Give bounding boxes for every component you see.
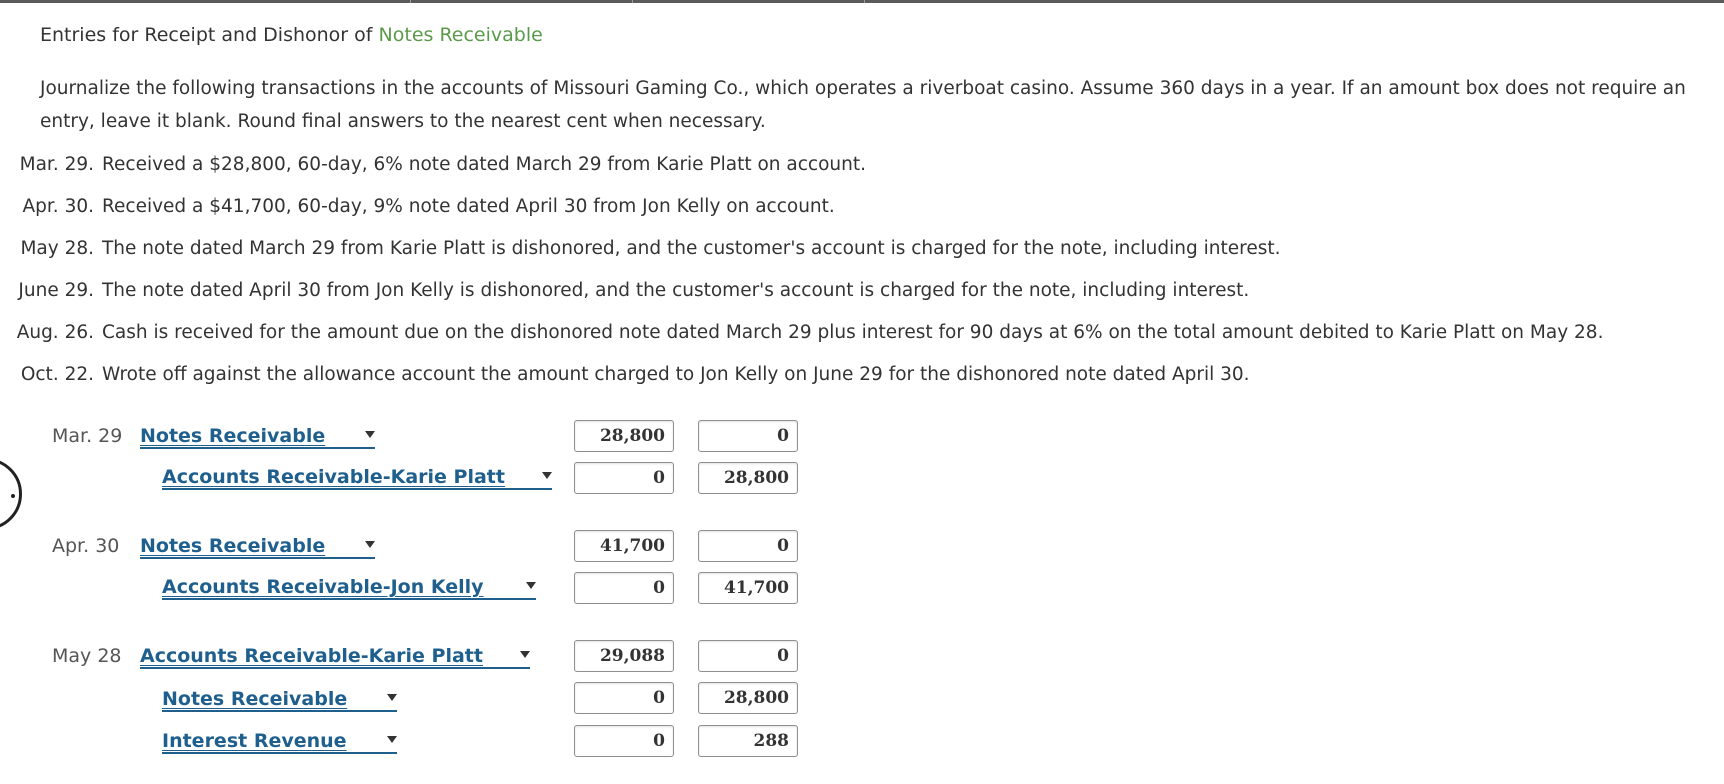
credit-input[interactable]: 0 [698, 420, 798, 452]
account-dropdown[interactable] [140, 535, 375, 559]
transaction-item [8, 280, 1249, 301]
credit-input[interactable]: 288 [698, 725, 798, 757]
chevron-down-icon [526, 582, 536, 589]
transaction-item [8, 322, 1603, 343]
account-dropdown-label: Accounts Receivable-Karie Platt [162, 466, 505, 488]
credit-input[interactable]: 28,800 [698, 682, 798, 714]
account-dropdown-label: Interest Revenue [162, 730, 347, 752]
transaction-date: Oct. 22. [20, 364, 94, 385]
journal-entry-date: Apr. 30 [52, 535, 120, 557]
transaction-text: Wrote off against the allowance account the amount charged to Jon Kelly on June 29 for the dishonored note dated April 30. [102, 364, 1250, 385]
chevron-down-icon [387, 694, 397, 701]
transaction-date: Apr. 30. [22, 196, 94, 217]
debit-input[interactable]: 0 [574, 725, 674, 757]
transaction-item [8, 154, 866, 175]
credit-input[interactable]: 0 [698, 530, 798, 562]
account-dropdown-label: Accounts Receivable-Jon Kelly [162, 576, 484, 598]
transaction-text: Received a $41,700, 60-day, 9% note dated April 30 from Jon Kelly on account. [102, 196, 835, 217]
transaction-item [8, 238, 1280, 259]
debit-input[interactable]: 29,088 [574, 640, 674, 672]
chevron-down-icon [365, 541, 375, 548]
account-dropdown-label: Notes Receivable [140, 425, 326, 447]
notes-receivable-link[interactable]: Notes Receivable [378, 24, 543, 46]
page-title [40, 24, 543, 46]
transaction-item [8, 196, 835, 217]
debit-input[interactable]: 0 [574, 462, 674, 494]
transaction-date: Aug. 26. [16, 322, 94, 343]
account-dropdown-label: Notes Receivable [162, 688, 348, 710]
chevron-down-icon [365, 431, 375, 438]
transaction-date: Mar. 29. [19, 154, 94, 175]
chevron-down-icon [542, 472, 552, 479]
transaction-text: Received a $28,800, 60-day, 6% note dated March 29 from Karie Platt on account. [102, 154, 866, 175]
journal-entry-date: Mar. 29 [52, 425, 123, 447]
account-dropdown[interactable] [140, 645, 530, 669]
page-title-text: Entries for Receipt and Dishonor of [40, 24, 373, 46]
transaction-date: June 29. [18, 280, 94, 301]
chevron-down-icon [387, 736, 397, 743]
debit-input[interactable]: 0 [574, 572, 674, 604]
account-dropdown[interactable] [140, 425, 375, 449]
chevron-down-icon [520, 651, 530, 658]
journal-entry-date: May 28 [52, 645, 122, 667]
account-dropdown-label: Notes Receivable [140, 535, 326, 557]
account-dropdown[interactable] [162, 576, 536, 600]
instructions: Journalize the following transactions in the accounts of Missouri Gaming Co., which operates a riverboat casino. Assume 360 days in a year. If an amount box does not require an entry, leave it blank. Round final answers to the nearest cent when necessary. [40, 78, 1686, 132]
transaction-date: May 28. [20, 238, 94, 259]
top-border [0, 0, 1724, 3]
side-nav-circle-icon[interactable] [0, 458, 22, 530]
transaction-text: Cash is received for the amount due on the dishonored note dated March 29 plus interest for 90 days at 6% on the total amount debited to Karie Platt on May 28. [102, 322, 1604, 343]
credit-input[interactable]: 0 [698, 640, 798, 672]
account-dropdown-label: Accounts Receivable-Karie Platt [140, 645, 483, 667]
account-dropdown[interactable] [162, 688, 397, 712]
credit-input[interactable]: 41,700 [698, 572, 798, 604]
debit-input[interactable]: 41,700 [574, 530, 674, 562]
transaction-text: The note dated April 30 from Jon Kelly is dishonored, and the customer's account is charged for the note, including interest. [102, 280, 1250, 301]
transaction-item [8, 364, 1250, 385]
debit-input[interactable]: 28,800 [574, 420, 674, 452]
account-dropdown[interactable] [162, 730, 397, 754]
account-dropdown[interactable] [162, 466, 552, 490]
credit-input[interactable]: 28,800 [698, 462, 798, 494]
transaction-text: The note dated March 29 from Karie Platt is dishonored, and the customer's account is charged for the note, including interest. [102, 238, 1281, 259]
debit-input[interactable]: 0 [574, 682, 674, 714]
